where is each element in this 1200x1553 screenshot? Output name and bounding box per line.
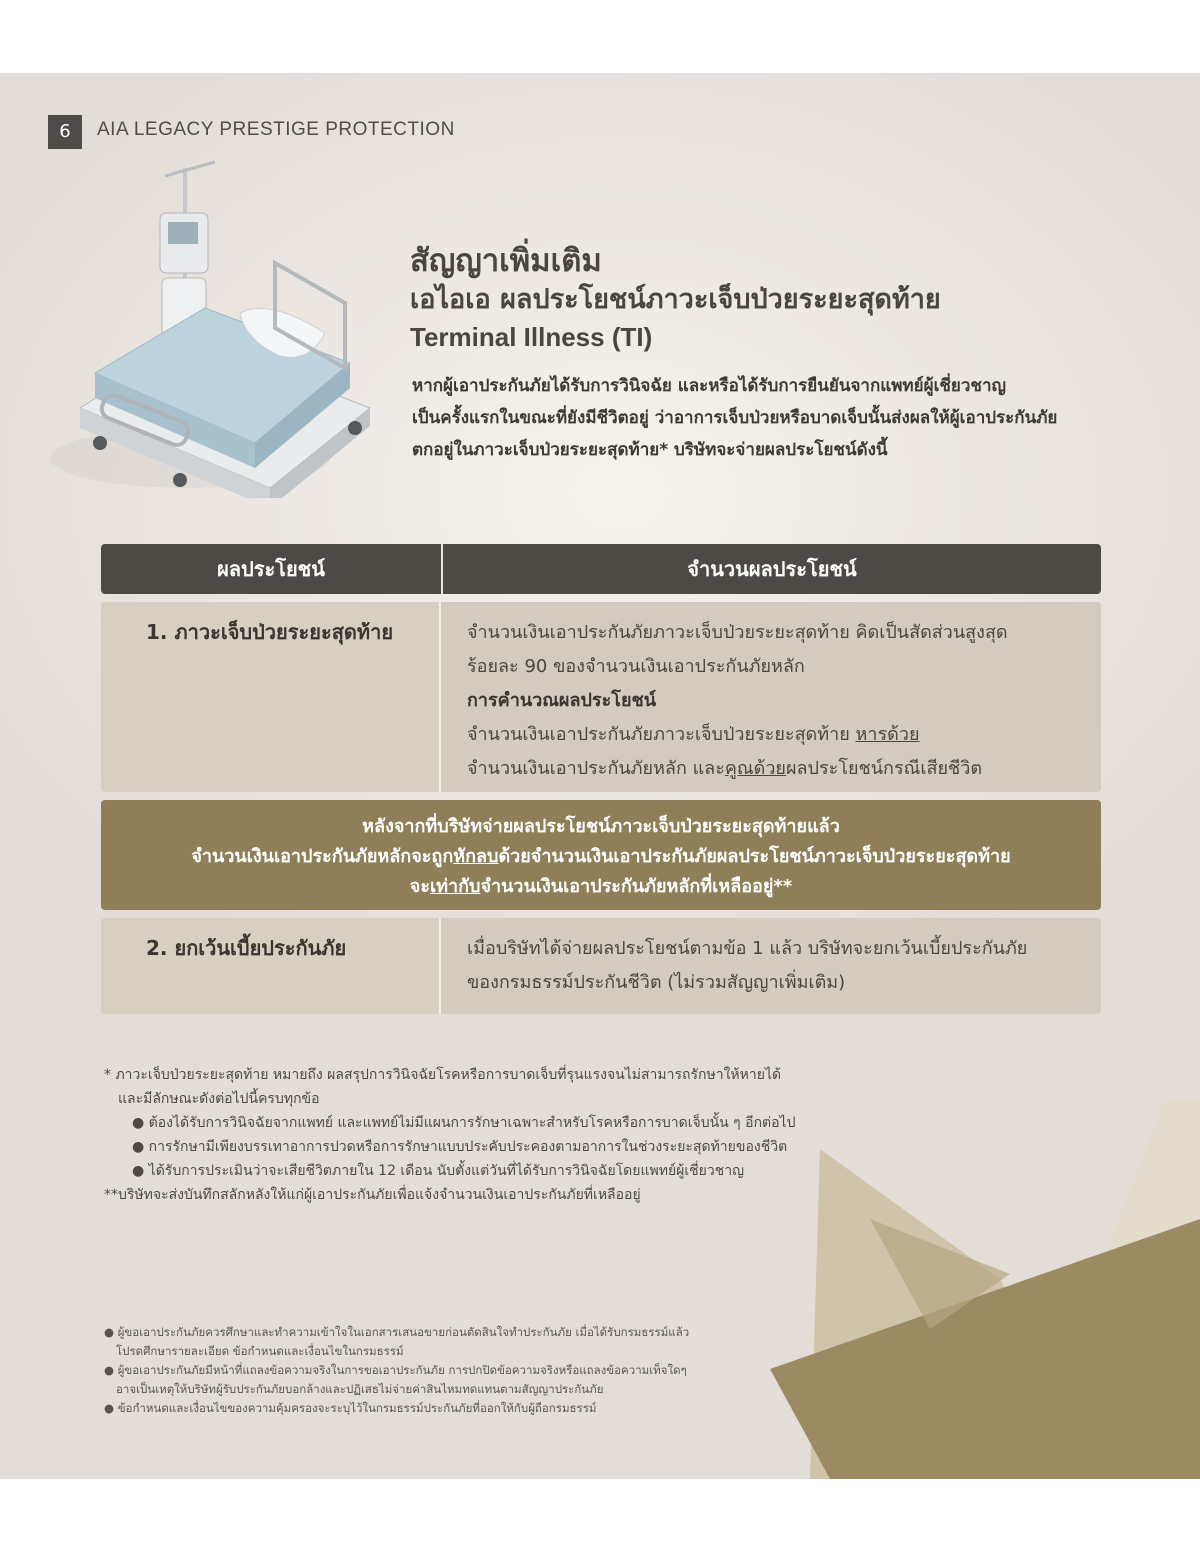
- underlined-term: หารด้วย: [855, 724, 920, 745]
- detail-line: [467, 752, 1101, 786]
- detail-line: [467, 718, 1101, 752]
- calculation-title: การคำนวณผลประโยชน์: [467, 690, 657, 711]
- footnote-bullet: ● การรักษามีเพียงบรรเทาอาการปวดหรือการรักษาแบบประคับประคองตามอาการในช่วงระยะสุดท้ายของชีวิต: [132, 1139, 788, 1155]
- intro-paragraph: [412, 370, 1112, 466]
- benefit-detail: [441, 918, 1101, 1014]
- underlined-term: เท่ากับ: [430, 876, 481, 897]
- footnote-definition: * ภาวะเจ็บป่วยระยะสุดท้าย หมายถึง ผลสรุปการวินิจฉัยโรคหรือการบาดเจ็บที่รุนแรงจนไม่สามารถรักษาให้หายได้: [104, 1067, 782, 1083]
- text-span: จำนวนเงินเอาประกันภัยหลัก และ: [467, 758, 725, 779]
- table-header: [101, 544, 1101, 594]
- text-span: จำนวนเงินเอาประกันภัยหลักที่เหลืออยู่**: [480, 876, 793, 897]
- disclaimer-line: โปรดศึกษารายละเอียด ข้อกำหนดและเงื่อนไขในกรมธรรม์: [116, 1344, 404, 1358]
- detail-line: ร้อยละ 90 ของจำนวนเงินเอาประกันภัยหลัก: [467, 656, 805, 677]
- notice-line: หลังจากที่บริษัทจ่ายผลประโยชน์ภาวะเจ็บป่วยระยะสุดท้ายแล้ว: [362, 816, 840, 837]
- detail-line: จำนวนเงินเอาประกันภัยภาวะเจ็บป่วยระยะสุดท้าย คิดเป็นสัดส่วนสูงสุด: [467, 622, 1008, 643]
- page-number: 6: [48, 115, 82, 149]
- disclaimer-line: ● ผู้ขอเอาประกันภัยควรศึกษาและทำความเข้าใจในเอกสารเสนอขายก่อนตัดสินใจทำประกันภัย เมื่อได้รับกรมธรรม์แล้ว: [104, 1325, 690, 1339]
- footnote-bullet: ● ได้รับการประเมินว่าจะเสียชีวิตภายใน 12 เดือน นับตั้งแต่วันที่ได้รับการวินิจฉัยโดยแพทย์ผู้เชี่ยวชาญ: [132, 1163, 745, 1179]
- text-span: จำนวนเงินเอาประกันภัยภาวะเจ็บป่วยระยะสุดท้าย: [467, 724, 856, 745]
- hospital-bed-illustration: [40, 158, 380, 498]
- text-span: ด้วยจำนวนเงินเอาประกันภัยผลประโยชน์ภาวะเจ็บป่วยระยะสุดท้าย: [498, 846, 1011, 867]
- intro-line: ตกอยู่ในภาวะเจ็บป่วยระยะสุดท้าย* บริษัทจะจ่ายผลประโยชน์ดังนี้: [412, 440, 888, 460]
- disclaimer: [104, 1323, 704, 1418]
- heading-english: Terminal Illness (TI): [410, 322, 653, 352]
- benefit-table: [101, 544, 1101, 1014]
- column-header-amount: จำนวนผลประโยชน์: [687, 557, 857, 581]
- notice-line: [101, 842, 1101, 872]
- running-title: AIA LEGACY PRESTIGE PROTECTION: [97, 119, 455, 140]
- table-row: [101, 918, 1101, 1014]
- detail-line: ของกรมธรรม์ประกันชีวิต (ไม่รวมสัญญาเพิ่มเติม): [467, 972, 846, 993]
- benefit-name: 1. ภาวะเจ็บป่วยระยะสุดท้าย: [101, 602, 441, 792]
- disclaimer-line: ● ผู้ขอเอาประกันภัยมีหน้าที่แถลงข้อความจริงในการขอเอาประกันภัย การปกปิดข้อความจริงหรือแถลงข้อความเท็จใดๆ: [104, 1363, 687, 1377]
- text-span: จำนวนเงินเอาประกันภัยหลักจะถูก: [191, 846, 454, 867]
- detail-line: เมื่อบริษัทได้จ่ายผลประโยชน์ตามข้อ 1 แล้ว บริษัทจะยกเว้นเบี้ยประกันภัย: [467, 938, 1028, 959]
- disclaimer-line: อาจเป็นเหตุให้บริษัทผู้รับประกันภัยบอกล้างและปฏิเสธไม่จ่ายค่าสินไหมทดแทนตามสัญญาประกันภัย: [116, 1382, 604, 1396]
- benefit-detail: [441, 602, 1101, 792]
- decorative-shapes: [770, 1099, 1200, 1479]
- table-row: [101, 602, 1101, 792]
- benefit-name: 2. ยกเว้นเบี้ยประกันภัย: [101, 918, 441, 1014]
- deduction-notice: [101, 800, 1101, 910]
- intro-line: เป็นครั้งแรกในขณะที่ยังมีชีวิตอยู่ ว่าอาการเจ็บป่วยหรือบาดเจ็บนั้นส่งผลให้ผู้เอาประกันภัย: [412, 408, 1058, 428]
- underlined-term: คูณด้วย: [724, 758, 786, 779]
- notice-line: [101, 872, 1101, 902]
- footnotes: [104, 1063, 824, 1207]
- heading-subtitle: เอไอเอ ผลประโยชน์ภาวะเจ็บป่วยระยะสุดท้าย: [410, 284, 941, 315]
- column-header-benefit: ผลประโยชน์: [101, 544, 443, 594]
- footnote-definition-cont: และมีลักษณะดังต่อไปนี้ครบทุกข้อ: [118, 1091, 320, 1107]
- intro-line: หากผู้เอาประกันภัยได้รับการวินิจฉัย และหรือได้รับการยืนยันจากแพทย์ผู้เชี่ยวชาญ: [412, 376, 1006, 396]
- text-span: ผลประโยชน์กรณีเสียชีวิต: [785, 758, 983, 779]
- brochure-page: [0, 73, 1200, 1479]
- footnote-bullet: ● ต้องได้รับการวินิจฉัยจากแพทย์ และแพทย์ไม่มีแผนการรักษาเฉพาะสำหรับโรคหรือการบาดเจ็บนั้น ๆ อีกต่อไป: [132, 1115, 796, 1131]
- text-span: จะ: [409, 876, 430, 897]
- heading-title: สัญญาเพิ่มเติม: [410, 243, 602, 279]
- underlined-term: หักลบ: [453, 846, 499, 867]
- footnote-endorsement: **บริษัทจะส่งบันทึกสลักหลังให้แก่ผู้เอาประกันภัยเพื่อแจ้งจำนวนเงินเอาประกันภัยที่เหลืออยู่: [104, 1187, 641, 1203]
- disclaimer-line: ● ข้อกำหนดและเงื่อนไขของความคุ้มครองจะระบุไว้ในกรมธรรม์ประกันภัยที่ออกให้กับผู้ถือกรมธรรม์: [104, 1401, 597, 1415]
- section-heading: [410, 241, 941, 355]
